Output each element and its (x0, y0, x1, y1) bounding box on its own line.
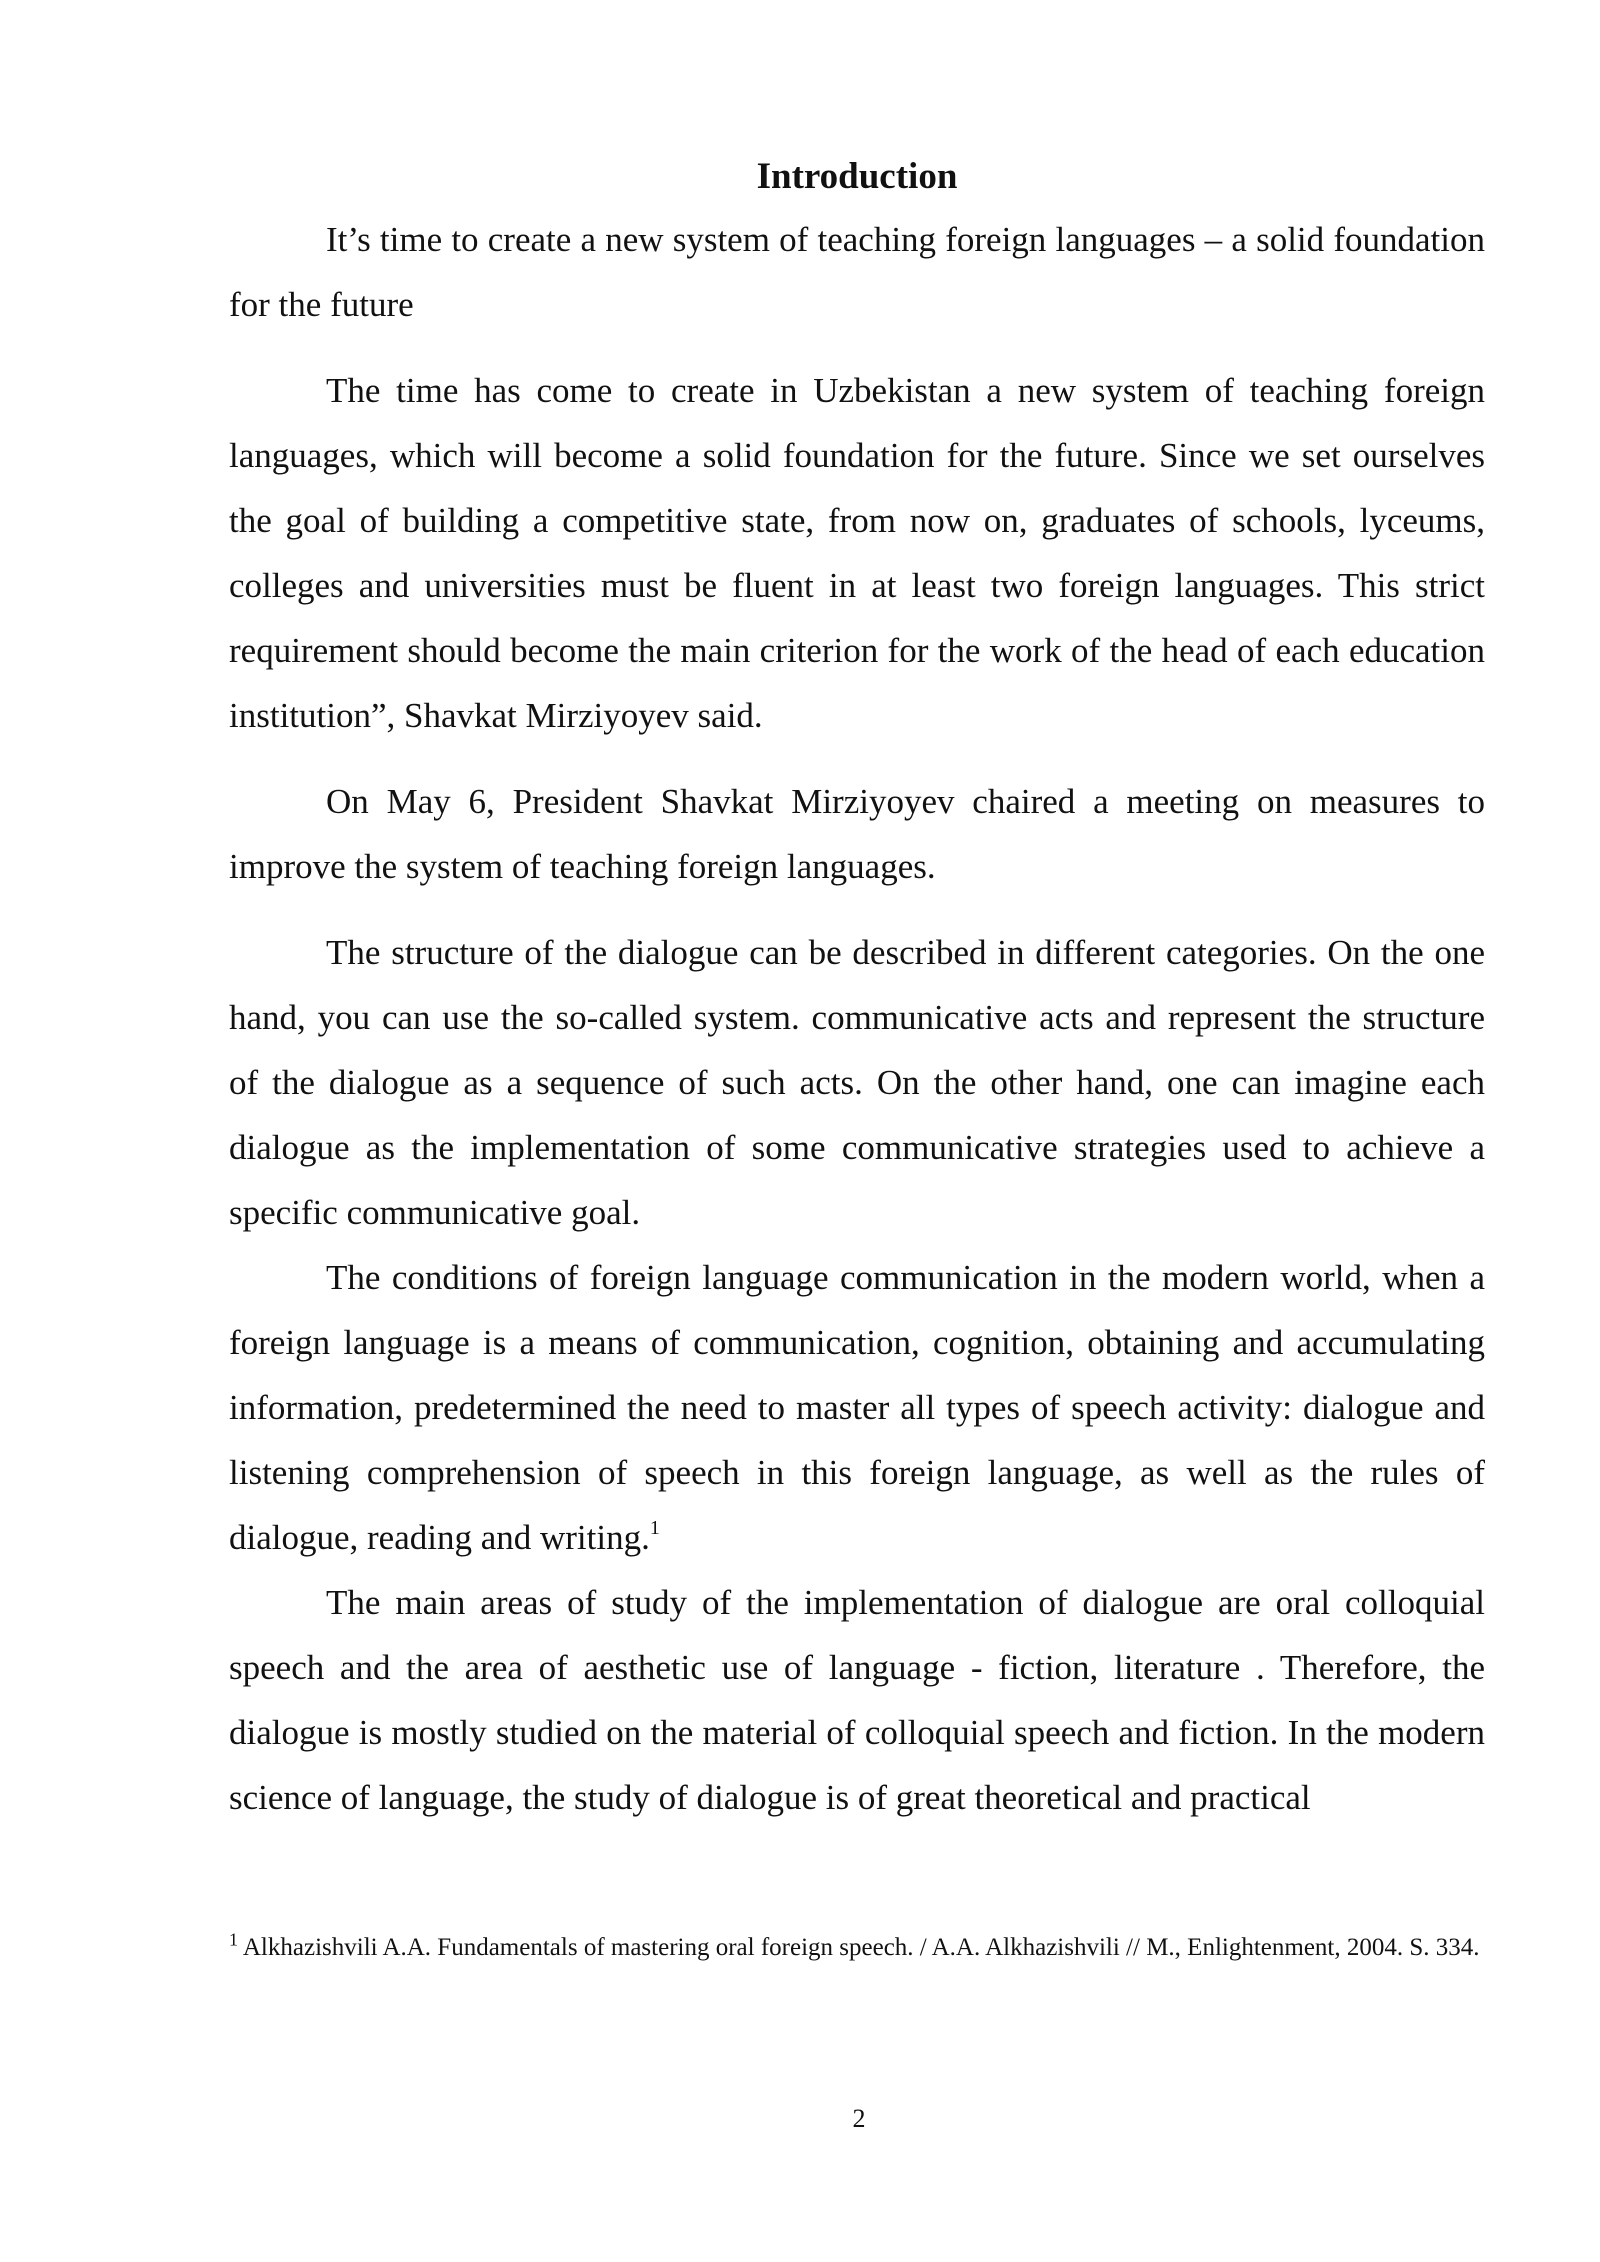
paragraph-5-text: The conditions of foreign language communication in the modern world, when a foreign language is a means of communication, cognition, obtaining and accumulating information, predetermined the need to master all types of speech activity: dialogue and listening comprehension of speech in this foreign language, as well as the rules of dialogue, reading and writing. (229, 1258, 1485, 1557)
page-number: 2 (852, 2104, 866, 2133)
page-title: Introduction (756, 156, 958, 197)
footnote-text: Alkhazishvili A.A. Fundamentals of mastering oral foreign speech. / A.A. Alkhazishvili // M., Enlightenment, 2004. S. 334. (242, 1934, 1480, 1961)
footnote (229, 1923, 1485, 1973)
paragraph-4: The structure of the dialogue can be described in different categories. On the one hand, you can use the so-called system. communicative acts and represent the structure of the dialogue as a sequence of such acts. On the other hand, one can imagine each dialogue as the implementation of some communicative strategies used to achieve a specific communicative goal. (229, 933, 1485, 1232)
footnote-marker: 1 (229, 1929, 238, 1950)
body-text (229, 147, 1485, 1830)
paragraph-2: The time has come to create in Uzbekistan a new system of teaching foreign languages, which will become a solid foundation for the future. Since we set ourselves the goal of building a competitive state, from now on, graduates of schools, lyceums, colleges and universities must be fluent in at least two foreign languages. This strict requirement should become the main criterion for the work of the head of each education institution”, Shavkat Mirziyoyev said. (229, 371, 1485, 735)
paragraph-3: On May 6, President Shavkat Mirziyoyev chaired a meeting on measures to improve the system of teaching foreign languages. (229, 782, 1485, 886)
paragraph-5 (229, 1245, 1485, 1570)
paragraph-6: The main areas of study of the implementation of dialogue are oral colloquial speech and the area of aesthetic use of language - fiction, literature . Therefore, the dialogue is mostly studied on the material of colloquial speech and fiction. In the modern science of language, the study of dialogue is of great theoretical and practical (229, 1583, 1485, 1817)
paragraph-1: It’s time to create a new system of teaching foreign languages – a solid foundation for the future (229, 220, 1485, 324)
footnote-reference[interactable]: 1 (649, 1517, 660, 1540)
